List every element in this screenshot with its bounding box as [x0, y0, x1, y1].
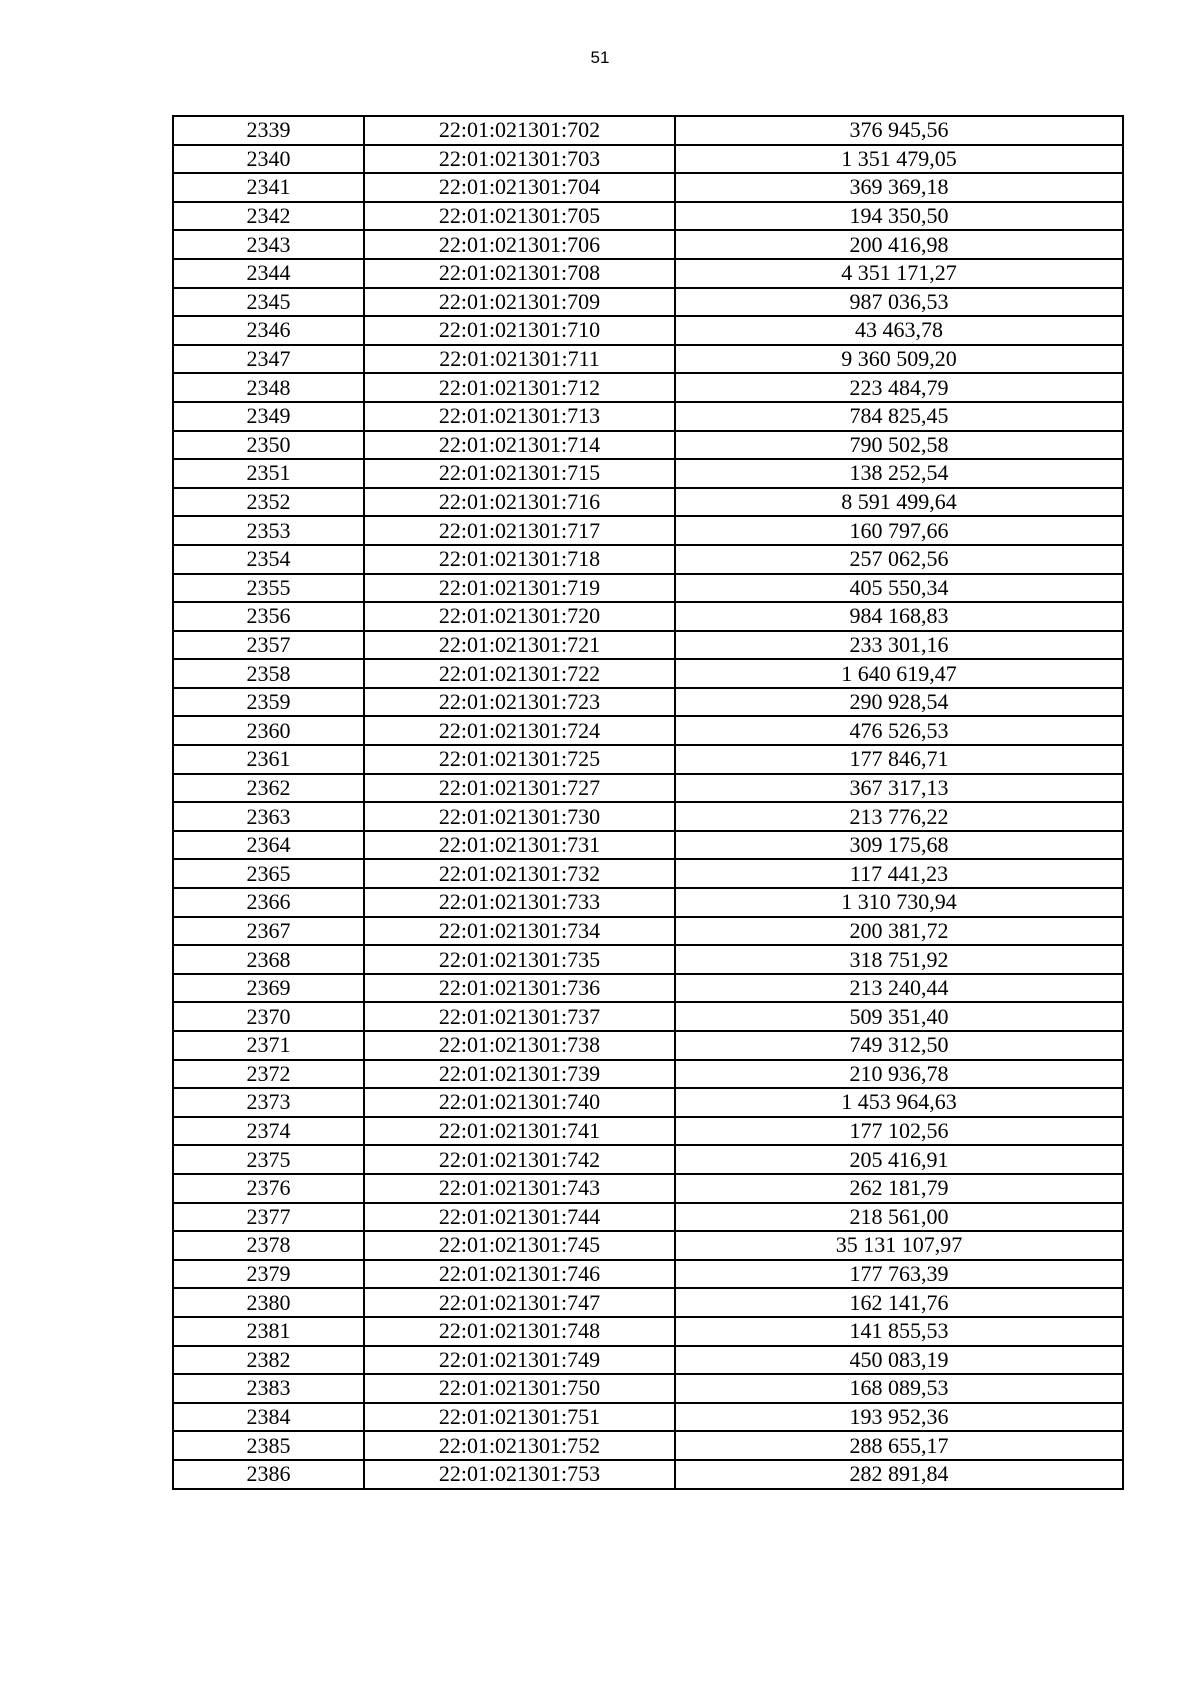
cadastral-value-cell: 784 825,45	[675, 402, 1123, 431]
cadastral-value-cell: 210 936,78	[675, 1060, 1123, 1089]
table-row	[173, 1403, 1123, 1432]
cadastral-number-cell: 22:01:021301:711	[364, 345, 675, 374]
row-number-cell: 2341	[173, 173, 364, 202]
row-number-cell: 2359	[173, 688, 364, 717]
table-row	[173, 116, 1123, 145]
table-row	[173, 602, 1123, 631]
row-number-cell: 2378	[173, 1231, 364, 1260]
cadastral-value-cell: 369 369,18	[675, 173, 1123, 202]
table-row	[173, 145, 1123, 174]
page-number: 51	[590, 48, 610, 67]
cadastral-value-cell: 1 310 730,94	[675, 888, 1123, 917]
table-row	[173, 659, 1123, 688]
row-number-cell: 2353	[173, 516, 364, 545]
table-row	[173, 173, 1123, 202]
row-number-cell: 2343	[173, 230, 364, 259]
table-row	[173, 917, 1123, 946]
row-number-cell: 2348	[173, 373, 364, 402]
cadastral-number-cell: 22:01:021301:719	[364, 574, 675, 603]
table-row	[173, 1346, 1123, 1375]
row-number-cell: 2363	[173, 802, 364, 831]
table-row	[173, 1231, 1123, 1260]
row-number-cell: 2355	[173, 574, 364, 603]
table-row	[173, 859, 1123, 888]
row-number-cell: 2350	[173, 431, 364, 460]
cadastral-value-cell: 168 089,53	[675, 1374, 1123, 1403]
row-number-cell: 2362	[173, 774, 364, 803]
table-row	[173, 974, 1123, 1003]
table-row	[173, 488, 1123, 517]
cadastral-value-cell: 4 351 171,27	[675, 259, 1123, 288]
row-number-cell: 2376	[173, 1174, 364, 1203]
row-number-cell: 2340	[173, 145, 364, 174]
table-row	[173, 1174, 1123, 1203]
cadastral-value-cell: 318 751,92	[675, 945, 1123, 974]
row-number-cell: 2339	[173, 116, 364, 145]
table-row	[173, 516, 1123, 545]
cadastral-value-cell: 509 351,40	[675, 1002, 1123, 1031]
row-number-cell: 2357	[173, 631, 364, 660]
table-row	[173, 545, 1123, 574]
table-row	[173, 716, 1123, 745]
cadastral-value-cell: 450 083,19	[675, 1346, 1123, 1375]
row-number-cell: 2374	[173, 1117, 364, 1146]
row-number-cell: 2342	[173, 202, 364, 231]
row-number-cell: 2385	[173, 1431, 364, 1460]
cadastral-value-cell: 218 561,00	[675, 1203, 1123, 1232]
row-number-cell: 2361	[173, 745, 364, 774]
cadastral-value-cell: 162 141,76	[675, 1288, 1123, 1317]
cadastral-value-cell: 193 952,36	[675, 1403, 1123, 1432]
cadastral-value-cell: 138 252,54	[675, 459, 1123, 488]
table-row	[173, 288, 1123, 317]
cadastral-number-cell: 22:01:021301:716	[364, 488, 675, 517]
table-row	[173, 1031, 1123, 1060]
cadastral-number-cell: 22:01:021301:740	[364, 1088, 675, 1117]
cadastral-number-cell: 22:01:021301:720	[364, 602, 675, 631]
cadastral-value-table	[172, 115, 1124, 1490]
row-number-cell: 2349	[173, 402, 364, 431]
row-number-cell: 2375	[173, 1145, 364, 1174]
cadastral-value-cell: 405 550,34	[675, 574, 1123, 603]
cadastral-number-cell: 22:01:021301:738	[364, 1031, 675, 1060]
cadastral-value-cell: 205 416,91	[675, 1145, 1123, 1174]
row-number-cell: 2366	[173, 888, 364, 917]
cadastral-number-cell: 22:01:021301:739	[364, 1060, 675, 1089]
cadastral-number-cell: 22:01:021301:743	[364, 1174, 675, 1203]
table-row	[173, 402, 1123, 431]
table-row	[173, 431, 1123, 460]
cadastral-number-cell: 22:01:021301:713	[364, 402, 675, 431]
cadastral-number-cell: 22:01:021301:732	[364, 859, 675, 888]
row-number-cell: 2382	[173, 1346, 364, 1375]
cadastral-value-cell: 177 763,39	[675, 1260, 1123, 1289]
cadastral-value-cell: 367 317,13	[675, 774, 1123, 803]
table-row	[173, 945, 1123, 974]
row-number-cell: 2369	[173, 974, 364, 1003]
cadastral-number-cell: 22:01:021301:727	[364, 774, 675, 803]
table-row	[173, 1002, 1123, 1031]
table-row	[173, 745, 1123, 774]
table-row	[173, 631, 1123, 660]
cadastral-number-cell: 22:01:021301:704	[364, 173, 675, 202]
cadastral-number-cell: 22:01:021301:714	[364, 431, 675, 460]
table-row	[173, 1088, 1123, 1117]
table-row	[173, 1145, 1123, 1174]
table-row	[173, 574, 1123, 603]
cadastral-number-cell: 22:01:021301:749	[364, 1346, 675, 1375]
cadastral-value-cell: 1 453 964,63	[675, 1088, 1123, 1117]
table-row	[173, 1060, 1123, 1089]
table-row	[173, 1460, 1123, 1489]
cadastral-number-cell: 22:01:021301:705	[364, 202, 675, 231]
cadastral-value-cell: 223 484,79	[675, 373, 1123, 402]
cadastral-value-cell: 141 855,53	[675, 1317, 1123, 1346]
cadastral-value-cell: 194 350,50	[675, 202, 1123, 231]
table-row	[173, 688, 1123, 717]
cadastral-value-cell: 117 441,23	[675, 859, 1123, 888]
table-row	[173, 316, 1123, 345]
cadastral-number-cell: 22:01:021301:708	[364, 259, 675, 288]
cadastral-value-cell: 262 181,79	[675, 1174, 1123, 1203]
cadastral-value-cell: 177 102,56	[675, 1117, 1123, 1146]
table-row	[173, 202, 1123, 231]
cadastral-number-cell: 22:01:021301:751	[364, 1403, 675, 1432]
row-number-cell: 2360	[173, 716, 364, 745]
row-number-cell: 2351	[173, 459, 364, 488]
cadastral-number-cell: 22:01:021301:712	[364, 373, 675, 402]
cadastral-value-cell: 288 655,17	[675, 1431, 1123, 1460]
row-number-cell: 2379	[173, 1260, 364, 1289]
cadastral-number-cell: 22:01:021301:730	[364, 802, 675, 831]
cadastral-number-cell: 22:01:021301:724	[364, 716, 675, 745]
row-number-cell: 2364	[173, 831, 364, 860]
cadastral-number-cell: 22:01:021301:718	[364, 545, 675, 574]
table-row	[173, 802, 1123, 831]
row-number-cell: 2352	[173, 488, 364, 517]
cadastral-value-cell: 257 062,56	[675, 545, 1123, 574]
table-body	[173, 116, 1123, 1489]
table-row	[173, 1260, 1123, 1289]
table-row	[173, 373, 1123, 402]
table-row	[173, 230, 1123, 259]
cadastral-number-cell: 22:01:021301:709	[364, 288, 675, 317]
cadastral-number-cell: 22:01:021301:717	[364, 516, 675, 545]
cadastral-value-cell: 282 891,84	[675, 1460, 1123, 1489]
row-number-cell: 2365	[173, 859, 364, 888]
row-number-cell: 2344	[173, 259, 364, 288]
cadastral-number-cell: 22:01:021301:747	[364, 1288, 675, 1317]
table-row	[173, 1374, 1123, 1403]
cadastral-number-cell: 22:01:021301:731	[364, 831, 675, 860]
cadastral-number-cell: 22:01:021301:710	[364, 316, 675, 345]
table-row	[173, 345, 1123, 374]
cadastral-number-cell: 22:01:021301:703	[364, 145, 675, 174]
cadastral-number-cell: 22:01:021301:741	[364, 1117, 675, 1146]
row-number-cell: 2367	[173, 917, 364, 946]
cadastral-number-cell: 22:01:021301:737	[364, 1002, 675, 1031]
cadastral-number-cell: 22:01:021301:706	[364, 230, 675, 259]
cadastral-value-cell: 200 381,72	[675, 917, 1123, 946]
cadastral-value-cell: 984 168,83	[675, 602, 1123, 631]
row-number-cell: 2356	[173, 602, 364, 631]
cadastral-value-cell: 476 526,53	[675, 716, 1123, 745]
table-row	[173, 1431, 1123, 1460]
cadastral-value-cell: 9 360 509,20	[675, 345, 1123, 374]
table-row	[173, 259, 1123, 288]
row-number-cell: 2345	[173, 288, 364, 317]
row-number-cell: 2370	[173, 1002, 364, 1031]
row-number-cell: 2373	[173, 1088, 364, 1117]
cadastral-value-cell: 160 797,66	[675, 516, 1123, 545]
cadastral-value-cell: 233 301,16	[675, 631, 1123, 660]
cadastral-number-cell: 22:01:021301:736	[364, 974, 675, 1003]
cadastral-value-cell: 790 502,58	[675, 431, 1123, 460]
cadastral-number-cell: 22:01:021301:734	[364, 917, 675, 946]
row-number-cell: 2354	[173, 545, 364, 574]
table-row	[173, 1288, 1123, 1317]
row-number-cell: 2381	[173, 1317, 364, 1346]
row-number-cell: 2371	[173, 1031, 364, 1060]
cadastral-number-cell: 22:01:021301:753	[364, 1460, 675, 1489]
row-number-cell: 2368	[173, 945, 364, 974]
table-row	[173, 831, 1123, 860]
cadastral-value-cell: 8 591 499,64	[675, 488, 1123, 517]
cadastral-number-cell: 22:01:021301:744	[364, 1203, 675, 1232]
cadastral-number-cell: 22:01:021301:742	[364, 1145, 675, 1174]
cadastral-number-cell: 22:01:021301:735	[364, 945, 675, 974]
cadastral-number-cell: 22:01:021301:715	[364, 459, 675, 488]
cadastral-value-cell: 376 945,56	[675, 116, 1123, 145]
cadastral-value-cell: 749 312,50	[675, 1031, 1123, 1060]
row-number-cell: 2347	[173, 345, 364, 374]
cadastral-number-cell: 22:01:021301:746	[364, 1260, 675, 1289]
row-number-cell: 2384	[173, 1403, 364, 1432]
cadastral-number-cell: 22:01:021301:752	[364, 1431, 675, 1460]
cadastral-number-cell: 22:01:021301:721	[364, 631, 675, 660]
table-row	[173, 888, 1123, 917]
row-number-cell: 2380	[173, 1288, 364, 1317]
table-row	[173, 1117, 1123, 1146]
cadastral-value-cell: 177 846,71	[675, 745, 1123, 774]
cadastral-value-cell: 1 351 479,05	[675, 145, 1123, 174]
cadastral-number-cell: 22:01:021301:748	[364, 1317, 675, 1346]
table-row	[173, 1203, 1123, 1232]
cadastral-value-cell: 290 928,54	[675, 688, 1123, 717]
cadastral-number-cell: 22:01:021301:722	[364, 659, 675, 688]
row-number-cell: 2377	[173, 1203, 364, 1232]
cadastral-number-cell: 22:01:021301:750	[364, 1374, 675, 1403]
cadastral-value-cell: 1 640 619,47	[675, 659, 1123, 688]
table-row	[173, 459, 1123, 488]
row-number-cell: 2358	[173, 659, 364, 688]
row-number-cell: 2386	[173, 1460, 364, 1489]
cadastral-number-cell: 22:01:021301:702	[364, 116, 675, 145]
cadastral-number-cell: 22:01:021301:733	[364, 888, 675, 917]
cadastral-number-cell: 22:01:021301:745	[364, 1231, 675, 1260]
cadastral-value-cell: 43 463,78	[675, 316, 1123, 345]
cadastral-value-cell: 309 175,68	[675, 831, 1123, 860]
cadastral-value-cell: 213 776,22	[675, 802, 1123, 831]
cadastral-value-cell: 213 240,44	[675, 974, 1123, 1003]
cadastral-value-cell: 35 131 107,97	[675, 1231, 1123, 1260]
table-row	[173, 1317, 1123, 1346]
cadastral-number-cell: 22:01:021301:723	[364, 688, 675, 717]
row-number-cell: 2372	[173, 1060, 364, 1089]
row-number-cell: 2383	[173, 1374, 364, 1403]
cadastral-number-cell: 22:01:021301:725	[364, 745, 675, 774]
cadastral-value-cell: 200 416,98	[675, 230, 1123, 259]
table-row	[173, 774, 1123, 803]
row-number-cell: 2346	[173, 316, 364, 345]
cadastral-value-cell: 987 036,53	[675, 288, 1123, 317]
